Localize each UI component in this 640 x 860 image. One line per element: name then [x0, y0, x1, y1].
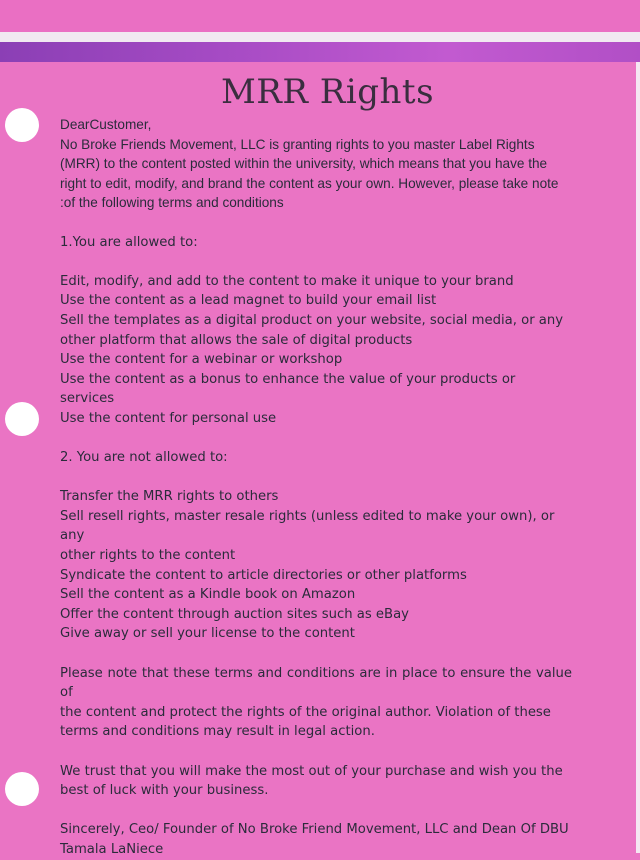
trust-paragraph — [60, 762, 572, 801]
list-item: other platform that allows the sale of digital products — [60, 332, 413, 348]
document-body — [60, 115, 572, 860]
list-item: Give away or sell your license to the content — [60, 626, 355, 642]
list-item: Offer the content through auction sites such as eBay — [60, 606, 409, 622]
allowed-heading: 1.You are allowed to: — [60, 234, 198, 250]
header-bar — [0, 42, 640, 62]
list-item: Sell the content as a Kindle book on Amazon — [60, 587, 356, 603]
page-title: MRR Rights — [220, 72, 435, 112]
list-item: Sell resell rights, master resale rights (unless edited to make your own), or any — [60, 508, 555, 544]
binder-hole — [5, 108, 39, 142]
note-paragraph — [60, 664, 572, 742]
not-allowed-heading: 2. You are not allowed to: — [60, 450, 228, 466]
list-item: other rights to the content — [60, 548, 236, 564]
intro-line: (MRR) to the content posted within the university, which means that you have the — [60, 156, 548, 172]
intro-paragraph — [60, 115, 572, 213]
intro-line: right to edit, modify, and brand the content as your own. However, please take note — [60, 175, 559, 191]
list-item: Use the content as a bonus to enhance the value of your products or — [60, 371, 516, 387]
intro-line: :of the following terms and conditions — [60, 195, 284, 211]
list-item: Sell the templates as a digital product on your website, social media, or any — [60, 312, 564, 328]
signature-block — [60, 820, 572, 859]
note-line: terms and conditions may result in legal action. — [60, 724, 375, 740]
signature-name: Tamala LaNiece — [60, 841, 164, 857]
top-band — [0, 0, 640, 32]
signature-line: Sincerely, Ceo/ Founder of No Broke Friend Movement, LLC and Dean Of DBU — [60, 822, 569, 838]
binder-hole — [5, 772, 39, 806]
list-item: services — [60, 391, 115, 407]
list-item: Edit, modify, and add to the content to make it unique to your brand — [60, 273, 514, 289]
intro-line: No Broke Friends Movement, LLC is granting rights to you master Label Rights — [60, 136, 535, 152]
list-item: Use the content as a lead magnet to build your email list — [60, 293, 437, 309]
note-line: Please note that these terms and conditions are in place to ensure the value of — [60, 665, 572, 701]
allowed-list — [60, 272, 572, 429]
not-allowed-list — [60, 487, 572, 644]
list-item: Use the content for personal use — [60, 410, 277, 426]
note-line: the content and protect the rights of the original author. Violation of these — [60, 704, 551, 720]
page-gap — [0, 32, 640, 42]
trust-line: best of luck with your business. — [60, 783, 269, 799]
binder-hole — [5, 402, 39, 436]
trust-line: We trust that you will make the most out of your purchase and wish you the — [60, 763, 563, 779]
greeting: DearCustomer, — [60, 117, 152, 132]
list-item: Use the content for a webinar or workshop — [60, 352, 343, 368]
page-edge — [636, 62, 640, 853]
list-item: Transfer the MRR rights to others — [60, 489, 279, 505]
list-item: Syndicate the content to article directories or other platforms — [60, 567, 467, 583]
